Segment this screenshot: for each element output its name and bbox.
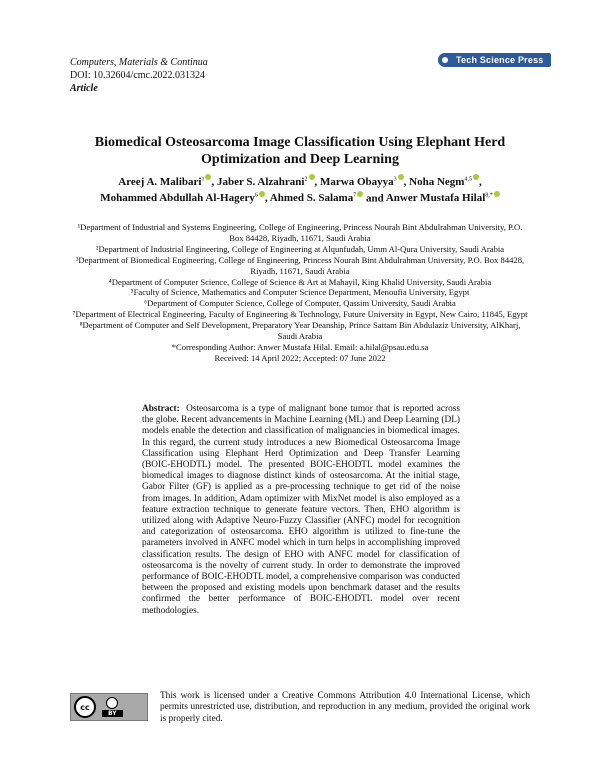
paper-title xyxy=(70,134,530,168)
journal-header xyxy=(70,56,208,95)
abstract xyxy=(142,404,460,617)
affiliation-4: ⁴Department of Computer Science, College of Science & Art at Mahayil, King Khalid University, Saudi Arabia xyxy=(108,276,492,287)
affiliation-5: ⁵Faculty of Science, Mathematics and Computer Science Department, Menoufia University, Egypt xyxy=(130,287,470,298)
orcid-icon[interactable] xyxy=(259,191,265,197)
orcid-icon[interactable] xyxy=(494,191,500,197)
abstract-label: Abstract: xyxy=(142,404,180,414)
by-label: BY xyxy=(102,710,123,717)
attribution-block xyxy=(102,697,123,717)
title-line-2: Optimization and Deep Learning xyxy=(201,152,399,167)
affiliation-6: ⁶Department of Computer Science, College of Computer, Qassim University, Saudi Arabia xyxy=(144,298,456,309)
title-line-1: Biomedical Osteosarcoma Image Classification Using Elephant Herd xyxy=(94,135,506,150)
affiliation-1: ¹Department of Industrial and Systems Engineering, College of Engineering, Princess Nourah Bint Abdulrahman University, P.O. Box 84428, Riyadh, 11671, Saudi Arabia xyxy=(77,222,523,243)
orcid-icon[interactable] xyxy=(398,174,404,180)
affiliation-2: ²Department of Industrial Engineering, College of Engineering at Alqunfudah, Umm Al-Qura University, Saudi Arabia xyxy=(95,243,505,254)
affiliations xyxy=(70,222,530,364)
affiliation-7: ⁷Department of Electrical Engineering, Faculty of Engineering & Technology, Future University in Egypt, New Cairo, 11845, Egypt xyxy=(72,309,528,320)
attribution-person-icon xyxy=(106,697,118,709)
author: Noha Negm$^{4,5}$ , xyxy=(409,175,482,188)
author-line-1 xyxy=(70,172,530,189)
doi: DOI: 10.32604/cmc.2022.031324 xyxy=(70,70,205,81)
author: Marwa Obayya$^3$ , xyxy=(320,175,407,188)
author: Ahmed S. Salama$^7$ xyxy=(270,192,363,204)
publisher-logo xyxy=(438,53,551,67)
author: Jaber S. Alzahrani$^2$ , xyxy=(216,175,318,188)
publisher-globe-icon xyxy=(438,53,452,67)
orcid-icon[interactable] xyxy=(205,174,211,180)
journal-name: Computers, Materials & Continua xyxy=(70,57,208,68)
affiliation-3: ³Department of Biomedical Engineering, College of Engineering, Princess Nourah Bint Abdulrahman University, P.O. Box 84428, Riyadh, 11671, Saudi Arabia xyxy=(75,254,525,276)
license-text: This work is licensed under a Creative Commons Attribution 4.0 International License, which permits unrestricted use, distribution, and reproduction in any medium, provided the original work is properly cited. xyxy=(160,691,530,724)
orcid-icon[interactable] xyxy=(357,191,363,197)
authors-and: and xyxy=(365,192,384,205)
article-type: Article xyxy=(70,83,98,94)
creative-commons-icon: cc xyxy=(74,696,96,718)
author: Mohammed Abdullah Al-Hagery$^6$ , xyxy=(100,192,268,205)
author-list xyxy=(70,172,530,205)
publisher-name: Tech Science Press xyxy=(444,53,551,67)
orcid-icon[interactable] xyxy=(309,174,315,180)
corresponding-author: *Corresponding Author: Anwer Mustafa Hilal. Email: a.hilal@psau.edu.sa xyxy=(171,341,429,352)
cc-by-license-badge[interactable] xyxy=(70,693,148,721)
author-line-2 xyxy=(70,189,530,206)
affiliation-8: ⁸Department of Computer and Self Development, Preparatory Year Deanship, Prince Sattam Bin Abdulaziz University, AlKharj, Saudi Arabia xyxy=(79,320,521,342)
author: Areej A. Malibari$^1$ , xyxy=(118,175,215,188)
author: Anwer Mustafa Hilal$^{8,*}$ xyxy=(386,192,500,204)
received-accepted-dates: Received: 14 April 2022; Accepted: 07 June 2022 xyxy=(214,352,386,363)
orcid-icon[interactable] xyxy=(473,174,479,180)
abstract-text: Osteosarcoma is a type of malignant bone tumor that is reported across the globe. Recent advancements in Machine Learning (ML) and Deep Learning (DL) models enable the detection and classification of malignancies in biomedical images. In this regard, the current study introduces a new Biomedical Osteosarcoma Image Classification using Elephant Herd Optimization and Deep Transfer Learning (BOIC-EHODTL) model. The presented BOIC-EHODTL model examines the biomedical images to diagnose distinct kinds of osteosarcoma. At the initial stage, Gabor Filter (GF) is applied as a pre-processing technique to get rid of the noise from images. In addition, Adam optimizer with MixNet model is also employed as a feature extraction technique to generate feature vectors. Then, EHO algorithm is utilized along with Adaptive Neuro-Fuzzy Classifier (ANFC) model for recognition and categorization of osteosarcoma. EHO algorithm is utilized to fine-tune the parameters involved in ANFC model which in turn helps in accomplishing improved classification results. The design of EHO with ANFC model for classification of osteosarcoma is the novelty of current study. In order to demonstrate the improved performance of BOIC-EHODTL model, a comprehensive comparison was conducted between the proposed and existing models upon benchmark dataset and the results confirmed the better performance of BOIC-EHODTL model over recent methodologies. xyxy=(142,404,460,616)
